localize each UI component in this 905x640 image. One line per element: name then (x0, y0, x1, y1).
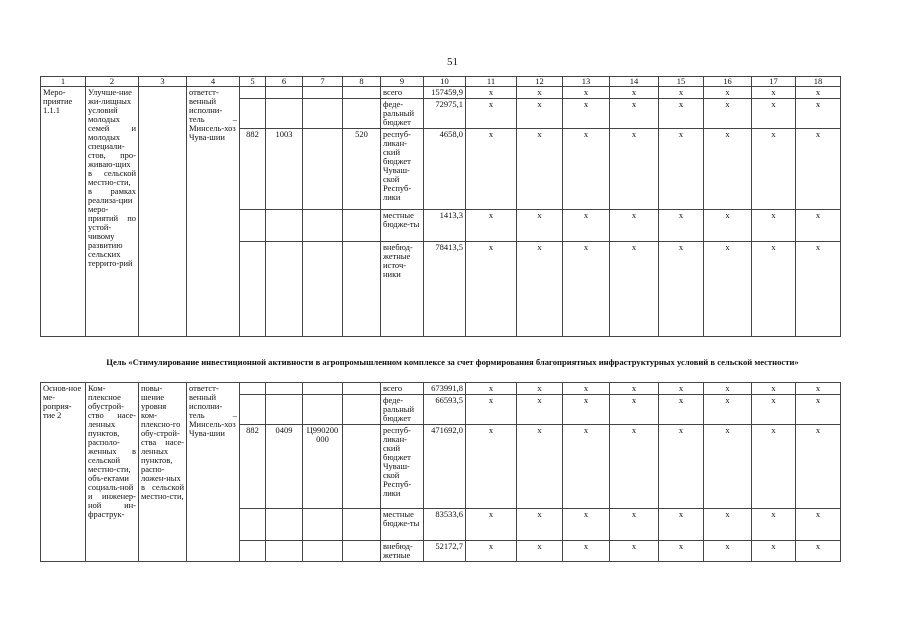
year-value-cell: x (610, 87, 659, 99)
section-code-cell (266, 541, 303, 562)
funding-source-cell: местные бюдже-ты (381, 210, 424, 242)
target-article-cell (303, 129, 343, 210)
year-value-cell: x (704, 541, 752, 562)
year-value-cell: x (466, 509, 517, 541)
expense-type-cell (343, 509, 381, 541)
grbs-code-cell (240, 383, 266, 395)
expense-type-cell (343, 383, 381, 395)
column-number-header: 11 (466, 77, 517, 87)
funding-source-cell: феде-ральный бюджет (381, 99, 424, 129)
grbs-code-cell: 882 (240, 425, 266, 509)
target-article-cell (303, 99, 343, 129)
page-number: 51 (447, 56, 458, 68)
event-name-cell: Основ-ное ме-роприя-тие 2 (41, 383, 86, 562)
funding-source-cell: местные бюдже-ты (381, 509, 424, 541)
year-value-cell: x (659, 383, 704, 395)
year-value-cell: x (563, 242, 610, 337)
year-value-cell: x (704, 210, 752, 242)
year-value-cell: x (796, 242, 841, 337)
grbs-code-cell (240, 541, 266, 562)
funding-source-cell: всего (381, 383, 424, 395)
year-value-cell: x (563, 210, 610, 242)
year-value-cell: x (796, 99, 841, 129)
column-number-header: 8 (343, 77, 381, 87)
funding-source-cell: феде-ральный бюджет (381, 395, 424, 425)
year-value-cell: x (704, 509, 752, 541)
funding-source-cell: респуб-ликан-ский бюджет Чуваш-ской Респуб-лики (381, 425, 424, 509)
year-value-cell: x (704, 87, 752, 99)
year-value-cell: x (466, 425, 517, 509)
year-value-cell: x (466, 99, 517, 129)
column-number-header: 3 (139, 77, 187, 87)
column-number-header: 4 (187, 77, 240, 87)
expense-type-cell (343, 242, 381, 337)
year-value-cell: x (704, 425, 752, 509)
year-value-cell: x (563, 99, 610, 129)
funding-source-cell: внебюд-жетные (381, 541, 424, 562)
year-value-cell: x (610, 210, 659, 242)
year-value-cell: x (796, 129, 841, 210)
year-value-cell: x (752, 99, 796, 129)
year-value-cell: x (610, 509, 659, 541)
amount-cell: 52172,7 (424, 541, 466, 562)
event-name-cell: Меро-приятие 1.1.1 (41, 87, 86, 337)
table-row (41, 87, 841, 99)
year-value-cell: x (659, 129, 704, 210)
year-value-cell: x (517, 509, 563, 541)
year-value-cell: x (466, 383, 517, 395)
table-row (41, 383, 841, 395)
section-code-cell (266, 509, 303, 541)
year-value-cell: x (517, 541, 563, 562)
target-article-cell (303, 395, 343, 425)
year-value-cell: x (563, 425, 610, 509)
year-value-cell: x (466, 541, 517, 562)
year-value-cell: x (563, 509, 610, 541)
grbs-code-cell (240, 210, 266, 242)
year-value-cell: x (610, 383, 659, 395)
budget-table-block-2 (40, 382, 841, 562)
section-code-cell (266, 242, 303, 337)
year-value-cell: x (517, 210, 563, 242)
year-value-cell: x (659, 99, 704, 129)
year-value-cell: x (752, 395, 796, 425)
expense-type-cell (343, 99, 381, 129)
year-value-cell: x (610, 99, 659, 129)
section-code-cell: 1003 (266, 129, 303, 210)
responsible-executor-cell: ответст-венный исполни-тель – Минсель-хоз Чува-шии (187, 87, 240, 337)
section-code-cell (266, 383, 303, 395)
year-value-cell: x (610, 242, 659, 337)
year-value-cell: x (796, 425, 841, 509)
year-value-cell: x (517, 242, 563, 337)
year-value-cell: x (517, 383, 563, 395)
column-number-header: 10 (424, 77, 466, 87)
year-value-cell: x (563, 541, 610, 562)
budget-table-block-1 (40, 76, 841, 337)
column-number-header: 5 (240, 77, 266, 87)
year-value-cell: x (704, 99, 752, 129)
year-value-cell: x (704, 242, 752, 337)
year-value-cell: x (517, 87, 563, 99)
funding-source-cell: внебюд-жетные источ-ники (381, 242, 424, 337)
year-value-cell: x (466, 210, 517, 242)
expense-type-cell: 520 (343, 129, 381, 210)
year-value-cell: x (466, 87, 517, 99)
column-number-header: 14 (610, 77, 659, 87)
expense-type-cell (343, 395, 381, 425)
year-value-cell: x (752, 129, 796, 210)
year-value-cell: x (610, 395, 659, 425)
target-article-cell (303, 87, 343, 99)
section-code-cell (266, 210, 303, 242)
year-value-cell: x (659, 425, 704, 509)
section-code-cell (266, 99, 303, 129)
year-value-cell: x (466, 129, 517, 210)
year-value-cell: x (752, 87, 796, 99)
grbs-code-cell (240, 87, 266, 99)
year-value-cell: x (517, 129, 563, 210)
amount-cell: 78413,5 (424, 242, 466, 337)
event-description-cell: Улучше-ние жи-лищных условий молодых семей и молодых специали-стов, про-живаю-щих в сельской местно-сти, в рамках реализа-ции меро-приятий по устой-чивому развитию сельских террито-рий (86, 87, 139, 337)
year-value-cell: x (752, 509, 796, 541)
amount-cell: 157459,9 (424, 87, 466, 99)
year-value-cell: x (659, 395, 704, 425)
amount-cell: 66593,5 (424, 395, 466, 425)
amount-cell: 673991,8 (424, 383, 466, 395)
target-article-cell (303, 242, 343, 337)
grbs-code-cell: 882 (240, 129, 266, 210)
grbs-code-cell (240, 509, 266, 541)
year-value-cell: x (796, 87, 841, 99)
expense-type-cell (343, 425, 381, 509)
year-value-cell: x (517, 99, 563, 129)
event-description-cell: Ком-плексное обустрой-ство насе-ленных пунктов, располо-женных в сельской местно-сти, объ-ектами социаль-ной и инженер-ной ин-фраструк- (86, 383, 139, 562)
column-number-header: 2 (86, 77, 139, 87)
year-value-cell: x (659, 509, 704, 541)
target-article-cell: Ц990200 000 (303, 425, 343, 509)
section-code-cell: 0409 (266, 425, 303, 509)
year-value-cell: x (659, 210, 704, 242)
year-value-cell: x (796, 383, 841, 395)
column-number-header: 12 (517, 77, 563, 87)
year-value-cell: x (466, 395, 517, 425)
year-value-cell: x (704, 129, 752, 210)
amount-cell: 83533,6 (424, 509, 466, 541)
target-article-cell (303, 210, 343, 242)
year-value-cell: x (796, 210, 841, 242)
section-code-cell (266, 87, 303, 99)
column-number-header: 15 (659, 77, 704, 87)
column-number-header: 1 (41, 77, 86, 87)
year-value-cell: x (752, 242, 796, 337)
year-value-cell: x (659, 541, 704, 562)
column-number-header: 9 (381, 77, 424, 87)
amount-cell: 1413,3 (424, 210, 466, 242)
year-value-cell: x (563, 129, 610, 210)
amount-cell: 72975,1 (424, 99, 466, 129)
year-value-cell: x (610, 129, 659, 210)
section-code-cell (266, 395, 303, 425)
funding-source-cell: всего (381, 87, 424, 99)
expense-type-cell (343, 87, 381, 99)
year-value-cell: x (752, 383, 796, 395)
year-value-cell: x (752, 425, 796, 509)
year-value-cell: x (610, 541, 659, 562)
year-value-cell: x (659, 242, 704, 337)
grbs-code-cell (240, 395, 266, 425)
amount-cell: 4658,0 (424, 129, 466, 210)
responsible-executor-cell: ответст-венный исполни-тель – Минсель-хоз Чува-шии (187, 383, 240, 562)
year-value-cell: x (704, 383, 752, 395)
amount-cell: 471692,0 (424, 425, 466, 509)
year-value-cell: x (796, 509, 841, 541)
year-value-cell: x (659, 87, 704, 99)
year-value-cell: x (796, 541, 841, 562)
year-value-cell: x (704, 395, 752, 425)
year-value-cell: x (610, 425, 659, 509)
column-number-header: 16 (704, 77, 752, 87)
target-article-cell (303, 383, 343, 395)
target-article-cell (303, 509, 343, 541)
grbs-code-cell (240, 99, 266, 129)
expected-result-cell: повы-шение уровня ком-плексно-го обу-строй-ства насе-ленных пунктов, распо-ложен-ных в сельской местно-сти, (139, 383, 187, 562)
column-number-header: 6 (266, 77, 303, 87)
column-number-header: 13 (563, 77, 610, 87)
year-value-cell: x (517, 425, 563, 509)
year-value-cell: x (796, 395, 841, 425)
column-number-header: 7 (303, 77, 343, 87)
column-number-header: 18 (796, 77, 841, 87)
year-value-cell: x (563, 383, 610, 395)
goal-heading: Цель «Стимулирование инвестиционной активности в агропромышленном комплексе за счет формирования благоприятных инфраструктурных условий в сельской местности» (106, 357, 799, 367)
expense-type-cell (343, 541, 381, 562)
grbs-code-cell (240, 242, 266, 337)
year-value-cell: x (466, 242, 517, 337)
target-article-cell (303, 541, 343, 562)
year-value-cell: x (563, 395, 610, 425)
year-value-cell: x (752, 210, 796, 242)
column-number-header: 17 (752, 77, 796, 87)
expense-type-cell (343, 210, 381, 242)
year-value-cell: x (517, 395, 563, 425)
year-value-cell: x (563, 87, 610, 99)
expected-result-cell (139, 87, 187, 337)
funding-source-cell: респуб-ликан-ский бюджет Чуваш-ской Респуб-лики (381, 129, 424, 210)
year-value-cell: x (752, 541, 796, 562)
